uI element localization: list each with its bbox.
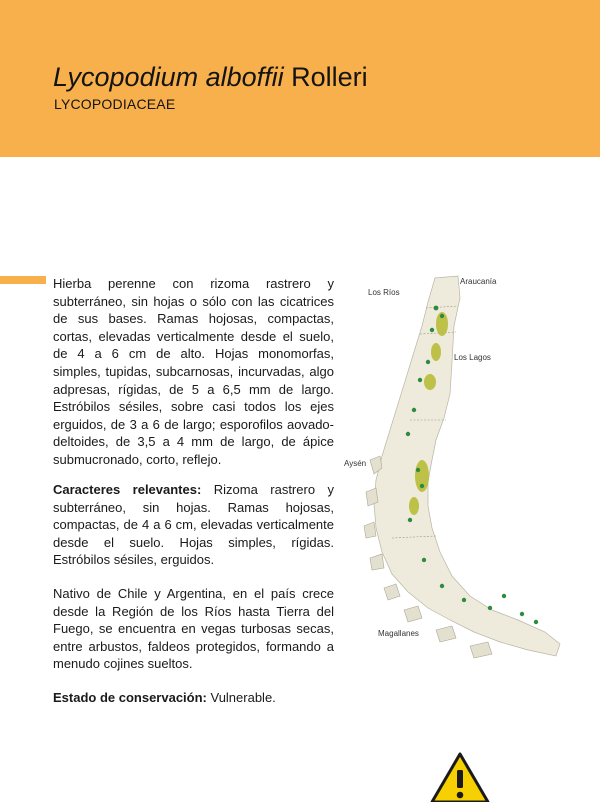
species-title (53, 60, 368, 94)
map-label-araucania: Araucanía (460, 277, 497, 286)
conservation-label: Estado de conservación: (53, 690, 207, 705)
map-label-los-rios: Los Ríos (368, 288, 400, 297)
species-name: Lycopodium alboffii (53, 62, 284, 92)
distribution-map (340, 270, 565, 665)
description-paragraph: Hierba perenne con rizoma rastrero y subterráneo, sin hojas o sólo con las cicatrices de sus bases. Ramas hojosas, compactas, cortas, elevadas verticalmente desde el suelo, de 4 a 6 cm de alto. Hojas monomorfas, simples, tupidas, subcarnosas, incurvadas, algo adpresas, rígidas, de 5 a 6,5 mm de largo. Estróbilos sésiles, sobre casi todos los ejes erguidos, de 3 a 6 de largo; esporofilos aovado-deltoides, de 3,5 a 4 mm de largo, de ápice submucronado, corto, reflejo. (53, 276, 334, 467)
conservation-paragraph (53, 689, 334, 707)
family-name: LYCOPODIACEAE (54, 96, 176, 112)
characters-paragraph (53, 481, 334, 569)
species-author: Rolleri (283, 62, 368, 92)
map-land (374, 276, 560, 656)
map-label-magallanes: Magallanes (378, 629, 419, 638)
warning-triangle-icon (430, 752, 490, 802)
header-banner (0, 0, 600, 157)
conservation-value: Vulnerable. (206, 690, 276, 705)
characters-label: Caracteres relevantes: (53, 482, 202, 497)
characters-text: Rizoma rastrero y subterráneo, sin hojas. Ramas hojosas, compactas, de 4 a 6 cm, elevadas verticalmente desde el suelo. Hojas simples, rígidas. Estróbilos sésiles, erguidos. (53, 482, 334, 568)
map-label-los-lagos: Los Lagos (454, 353, 491, 362)
distribution-paragraph: Nativo de Chile y Argentina, en el país crece desde la Región de los Ríos hasta Tierra del Fuego, se encuentra en vegas turbosas secas, entre arbustos, faldeos protegidos, formando a menudo cojines sueltos. (53, 586, 334, 672)
map-label-aysen: Aysén (344, 459, 367, 468)
accent-bar (0, 276, 46, 284)
